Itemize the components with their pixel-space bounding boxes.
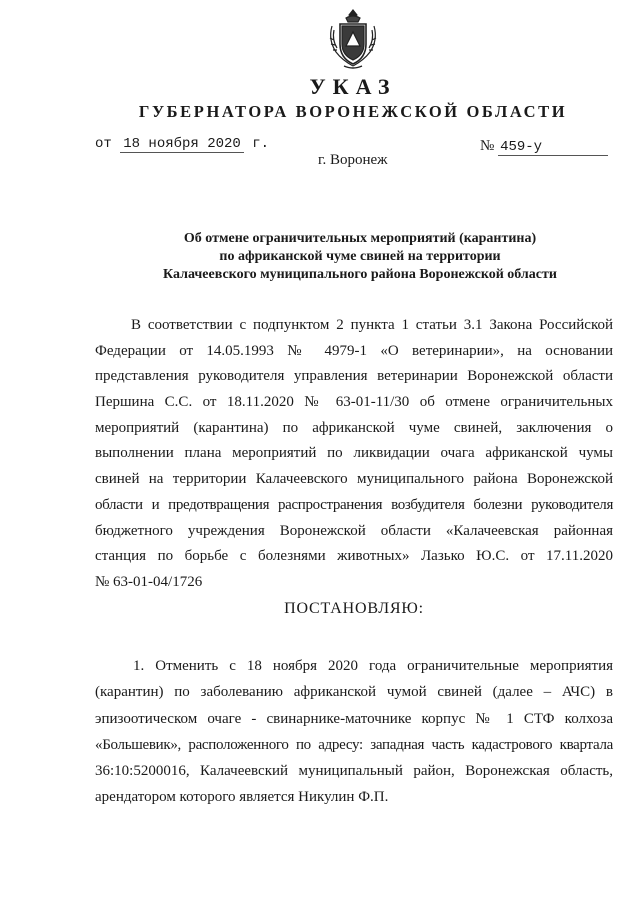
number-value: 459-у xyxy=(498,139,608,156)
preamble-line: представления руководителя управления ветеринарии Воронежской области xyxy=(95,368,613,385)
preamble-line: Федерации от 14.05.1993 № 4979-1 «О ветеринарии», на основании xyxy=(95,342,613,359)
document-title: УКАЗ xyxy=(309,74,397,99)
item-1-paragraph xyxy=(95,653,613,811)
date-prefix: от xyxy=(95,136,112,152)
preamble-line: станция по борьбе с болезнями животных» Лазько Ю.С. от 17.11.2020 xyxy=(95,548,613,565)
item-line: «Большевик», расположенного по адресу: западная часть кадастрового квартала xyxy=(95,736,613,753)
preamble-line: В соответствии с подпунктом 2 пункта 1 статьи 3.1 Закона Российской xyxy=(131,317,613,333)
preamble-line: выполнении плана мероприятий по ликвидации очага африканской чумы xyxy=(95,445,613,462)
heading-line: Об отмене ограничительных мероприятий (карантина) xyxy=(183,231,537,246)
preamble-line: Першина С.С. от 18.11.2020 № 63-01-11/30 об отмене ограничительных xyxy=(95,394,613,411)
decree-word: ПОСТАНОВЛЯЮ: xyxy=(284,600,424,617)
number-prefix: № xyxy=(480,138,495,154)
document-city: г. Воронеж xyxy=(318,152,388,168)
preamble-line: мероприятий (карантина) по африканской чуме свиней, заключения о xyxy=(95,419,613,436)
preamble-paragraph xyxy=(95,313,613,596)
document-number xyxy=(480,138,608,156)
document-date xyxy=(95,136,269,153)
preamble-line: области и предотвращения распространения возбудителя болезни руководителя xyxy=(95,496,613,513)
item-line: арендатором которого является Никулин Ф.П. xyxy=(95,789,389,806)
preamble-line: бюджетного учреждения Воронежской области «Калачеевская районная xyxy=(95,522,613,539)
document-heading xyxy=(90,230,630,284)
coat-of-arms-emblem xyxy=(326,8,380,72)
item-line: эпизоотическом очаге - свинарнике-маточнике корпус № 1 СТФ колхоза xyxy=(95,710,613,727)
item-line: (карантин) по заболеванию африканской чумой свиней (далее – АЧС) в xyxy=(95,684,613,701)
heading-line: Калачеевского муниципального района Воронежской области xyxy=(163,267,557,282)
item-line: 36:10:5200016, Калачеевский муниципальный район, Воронежская область, xyxy=(95,763,613,780)
document-issuer: ГУБЕРНАТОРА ВОРОНЕЖСКОЙ ОБЛАСТИ xyxy=(138,102,568,121)
date-value: 18 ноября 2020 xyxy=(120,136,244,153)
preamble-line: свиней на территории Калачеевского муниципального района Воронежской xyxy=(95,471,613,488)
item-line: 1. Отменить с 18 ноября 2020 года ограничительные мероприятия xyxy=(133,658,613,674)
date-suffix: г. xyxy=(252,136,270,152)
preamble-line: № 63-01-04/1726 xyxy=(95,573,203,590)
heading-line: по африканской чуме свиней на территории xyxy=(219,249,501,264)
